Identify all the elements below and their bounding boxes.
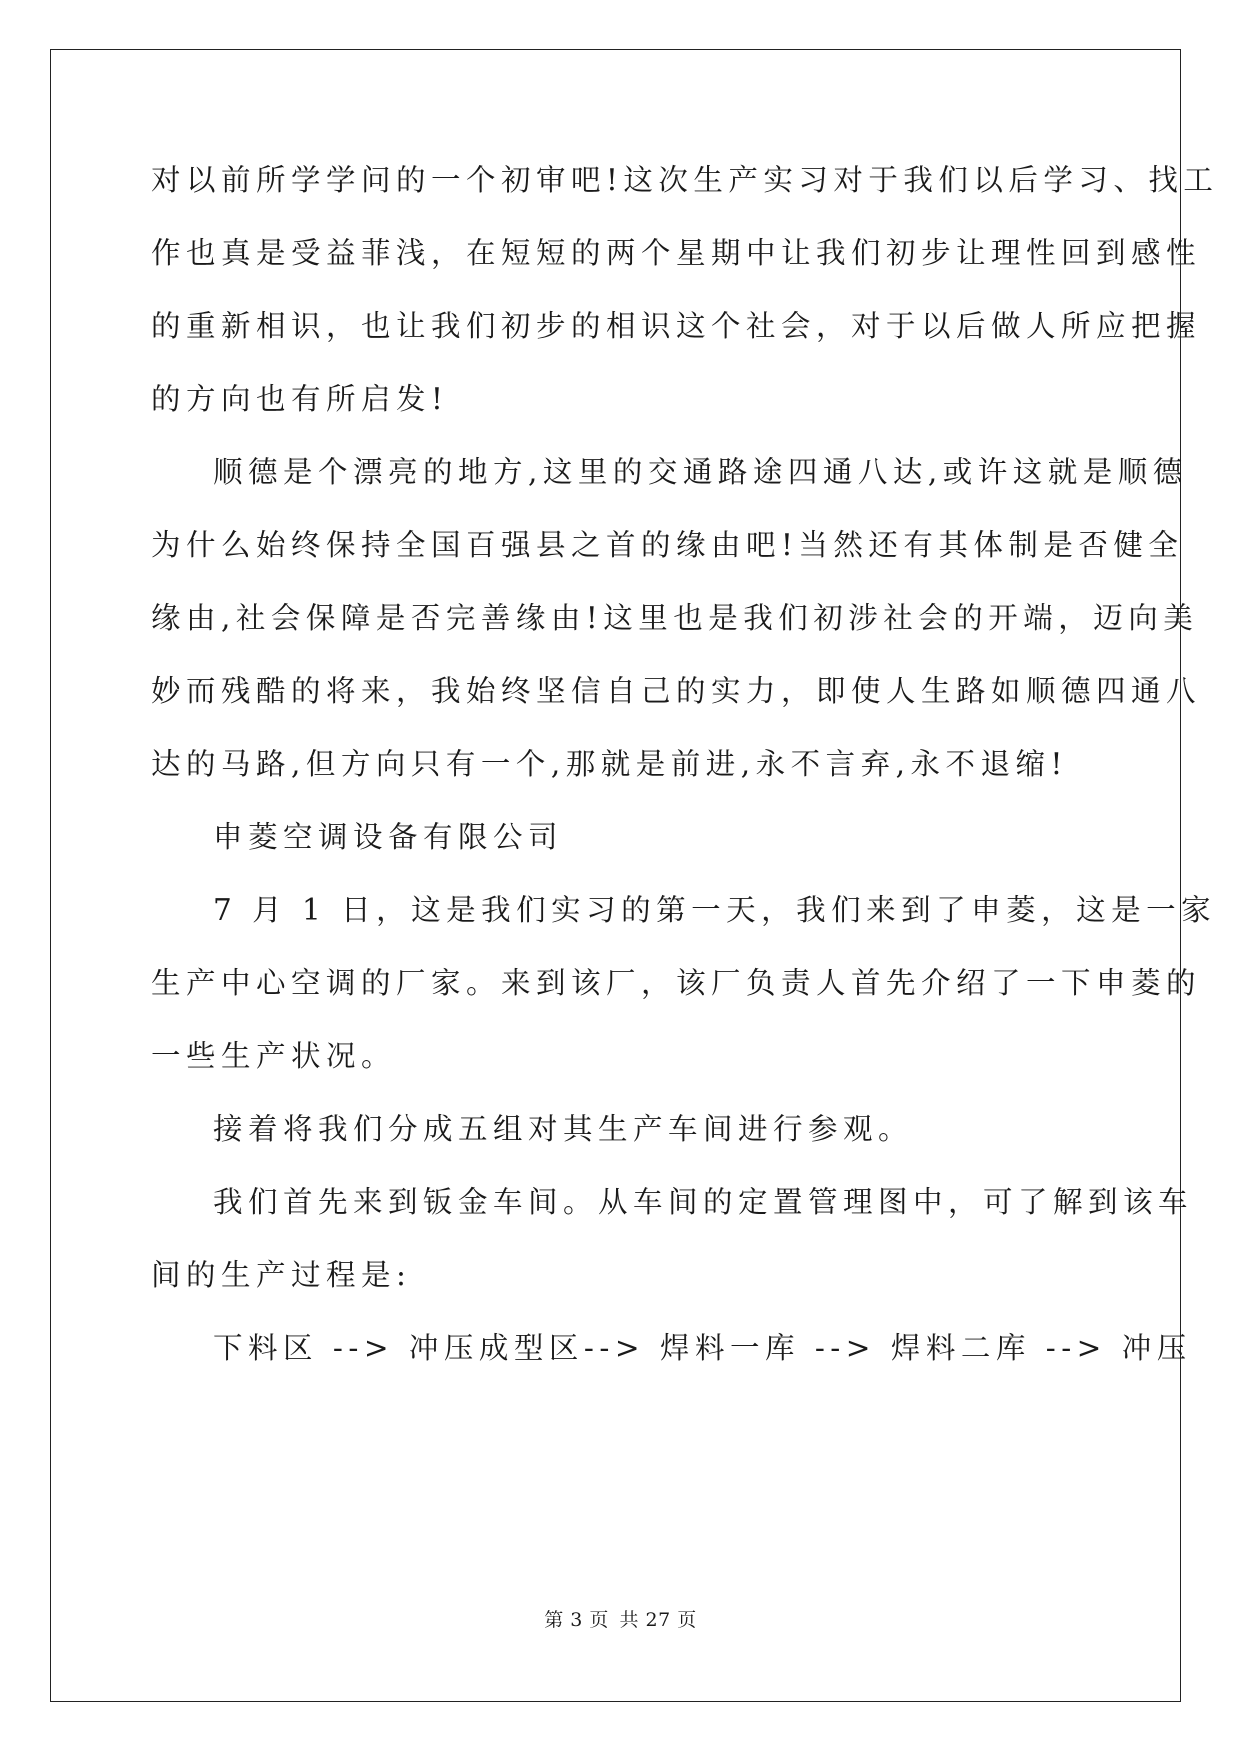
section-heading: 申菱空调设备有限公司 [213, 820, 564, 854]
text-line: 对以前所学学问的一个初审吧!这次生产实习对于我们以后学习、找工 [151, 163, 1219, 197]
page-total: 共 27 页 [619, 1609, 697, 1631]
page-number: 第 3 页 [544, 1609, 609, 1631]
text-line: 顺德是个漂亮的地方,这里的交通路途四通八达,或许这就是顺德 [213, 455, 1188, 489]
text-line: 间的生产过程是: [151, 1258, 412, 1292]
text-line: 作也真是受益菲浅，在短短的两个星期中让我们初步让理性回到感性 [151, 236, 1202, 270]
text-line: 下料区 --> 冲压成型区--> 焊料一库 --> 焊料二库 --> 冲压 [213, 1331, 1192, 1365]
text-line: 妙而残酷的将来，我始终坚信自己的实力，即使人生路如顺德四通八 [151, 674, 1202, 708]
text-line: 生产中心空调的厂家。来到该厂，该厂负责人首先介绍了一下申菱的 [151, 966, 1202, 1000]
text-line: 我们首先来到钣金车间。从车间的定置管理图中，可了解到该车 [213, 1185, 1194, 1219]
text-line: 一些生产状况。 [151, 1039, 397, 1073]
page-footer [0, 1605, 1241, 1632]
page-border [50, 49, 1184, 1702]
text-line: 缘由,社会保障是否完善缘由!这里也是我们初涉社会的开端，迈向美 [151, 601, 1199, 635]
text-line: 的重新相识，也让我们初步的相识这个社会，对于以后做人所应把握 [151, 309, 1202, 343]
text-line: 7 月 1 日，这是我们实习的第一天，我们来到了申菱，这是一家 [213, 893, 1217, 927]
text-line: 为什么始终保持全国百强县之首的缘由吧!当然还有其体制是否健全 [151, 528, 1184, 562]
text-line: 接着将我们分成五组对其生产车间进行参观。 [213, 1112, 914, 1146]
text-line: 达的马路,但方向只有一个,那就是前进,永不言弃,永不退缩! [151, 747, 1068, 781]
text-line: 的方向也有所启发! [151, 382, 449, 416]
